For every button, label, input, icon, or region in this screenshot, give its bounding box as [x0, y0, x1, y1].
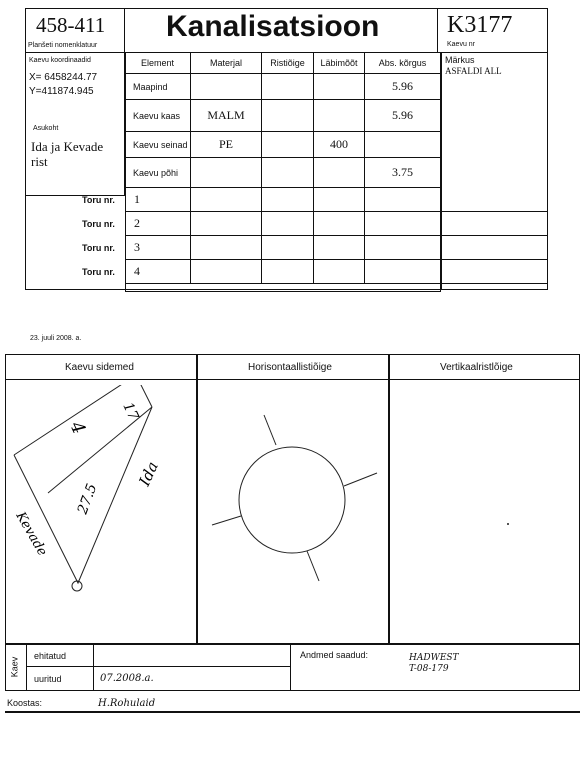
pipe-cell — [314, 236, 365, 260]
compiled-line — [5, 711, 580, 713]
data-source-value-1: HADWEST — [409, 653, 459, 663]
sketch-label-4: 4 — [65, 418, 90, 438]
pipe-cell: 2 — [125, 212, 191, 236]
pipe-cell — [314, 260, 365, 284]
compiled-label: Koostas: — [7, 698, 43, 708]
date-stamp: 23. juuli 2008. a. — [30, 335, 82, 342]
pipe-cell — [314, 188, 365, 212]
pipe-cell — [191, 188, 262, 212]
sketch-label-kevade: Kevade — [12, 509, 50, 559]
col-divider-2 — [388, 354, 390, 644]
pipe-row-label: Toru nr. — [82, 267, 115, 277]
table-cell-element: Maapind — [125, 74, 191, 100]
data-source-value-2: T-08-179 — [409, 664, 449, 674]
col-title-connections: Kaevu sidemed — [65, 362, 134, 373]
coord-y: Y=411874.945 — [29, 86, 94, 97]
well-number: K3177 — [447, 12, 513, 38]
notes-value: ASFALDI ALL — [445, 66, 502, 76]
pipe-cell — [191, 260, 262, 284]
location-label: Asukoht — [33, 125, 59, 132]
vertical-section-mark — [507, 523, 509, 525]
table-cell-element: Kaevu seinad — [125, 132, 191, 158]
horizontal-section — [197, 381, 387, 641]
notes-label: Märkus — [445, 55, 475, 65]
pipe-cell: 4 — [125, 260, 191, 284]
table-header-cell: Element — [125, 52, 191, 74]
compiled-value: H.Rohulaid — [98, 698, 156, 709]
pipe-row-label: Toru nr. — [82, 219, 115, 229]
col-title-horizontal: Horisontaallistiõige — [248, 362, 332, 373]
page-title: Kanalisatsioon — [166, 10, 380, 43]
kaev-label: Kaev — [9, 656, 20, 678]
col-title-vertical: Vertikaalristlõige — [440, 362, 513, 373]
table-cell-height — [365, 132, 441, 158]
pipe-row-label: Toru nr. — [82, 243, 115, 253]
coords-label: Kaevu koordinaadid — [29, 57, 91, 64]
connections-sketch — [6, 385, 196, 615]
pipe-cell — [365, 236, 441, 260]
table-cell-diameter — [314, 74, 365, 100]
well-caption: Kaevu nr — [447, 41, 476, 48]
notes-box — [441, 52, 548, 290]
table-cell-material: MALM — [191, 100, 262, 132]
pipe-cell: 1 — [125, 188, 191, 212]
table-cell-element: Kaevu põhi — [125, 158, 191, 188]
table-cell-material — [191, 158, 262, 188]
table-cell-material — [191, 74, 262, 100]
table-header-cell: Materjal — [191, 52, 262, 74]
table-cell-diameter — [314, 158, 365, 188]
pipe-cell — [262, 212, 314, 236]
pipe-cell — [365, 188, 441, 212]
plan-number: 458-411 — [36, 13, 106, 37]
coord-x: X= 6458244.77 — [29, 72, 98, 83]
table-cell-material: PE — [191, 132, 262, 158]
pipe-cell — [365, 260, 441, 284]
surveyed-value: 07.2008.a. — [100, 673, 154, 684]
table-cell-height: 5.96 — [365, 100, 441, 132]
table-cell-cross — [262, 158, 314, 188]
table-cell-cross — [262, 100, 314, 132]
table-cell-height: 5.96 — [365, 74, 441, 100]
table-cell-diameter: 400 — [314, 132, 365, 158]
table-cell-cross — [262, 132, 314, 158]
data-source-label: Andmed saadud: — [300, 650, 369, 660]
table-cell-diameter — [314, 100, 365, 132]
pipe-cell: 3 — [125, 236, 191, 260]
pipe-cell — [314, 212, 365, 236]
pipe-cell — [365, 212, 441, 236]
table-cell-element: Kaevu kaas — [125, 100, 191, 132]
sketch-label-17: 17 — [119, 399, 142, 423]
sketch-label-ida: Ida — [135, 458, 162, 489]
built-label: ehitatud — [34, 651, 67, 661]
table-header-cell: Abs. kõrgus — [365, 52, 441, 74]
plan-caption: Planšeti nomenklatuur — [28, 42, 98, 49]
pipe-cell — [191, 236, 262, 260]
pipe-cell — [262, 236, 314, 260]
table-cell-height: 3.75 — [365, 158, 441, 188]
pipe-row-label: Toru nr. — [82, 195, 115, 205]
pipe-cell — [191, 212, 262, 236]
surveyed-label: uuritud — [34, 674, 62, 684]
pipe-cell — [262, 260, 314, 284]
sketch-label-27-5: 27.5 — [74, 481, 101, 517]
table-header-cell: Ristiõige — [262, 52, 314, 74]
pipe-cell — [262, 188, 314, 212]
location-value: Ida ja Kevade rist — [31, 139, 104, 169]
table-header-cell: Läbimõõt — [314, 52, 365, 74]
table-cell-cross — [262, 74, 314, 100]
